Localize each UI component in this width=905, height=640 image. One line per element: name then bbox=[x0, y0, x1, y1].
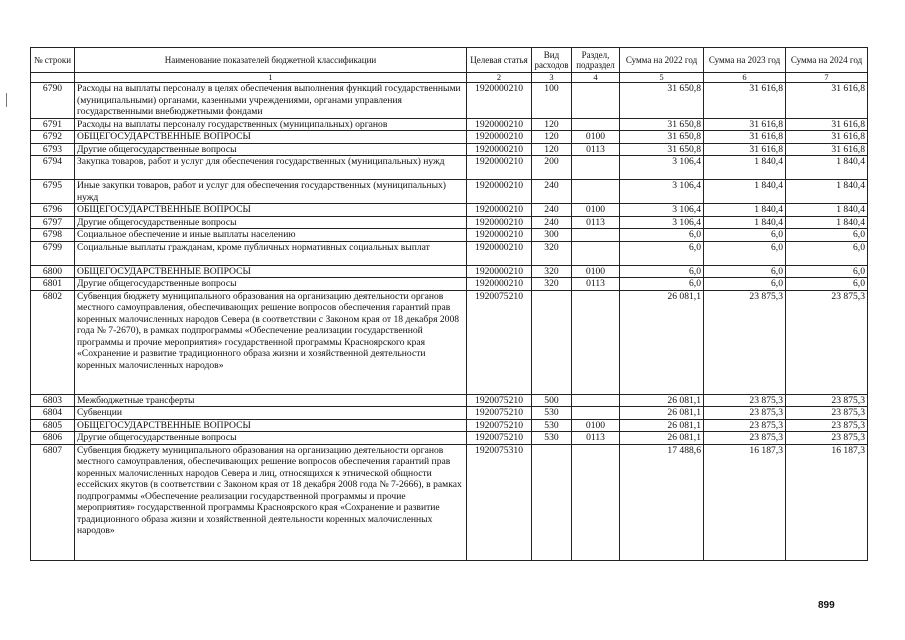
row-name: Другие общегосударственные вопросы bbox=[75, 216, 467, 229]
row-number: 6807 bbox=[31, 444, 75, 560]
row-number: 6792 bbox=[31, 131, 75, 144]
row-sum-2024: 1 840,4 bbox=[786, 204, 868, 217]
col-row-no: № строки bbox=[31, 48, 75, 73]
row-sum-2024: 16 187,3 bbox=[786, 444, 868, 560]
row-sum-2023: 1 840,4 bbox=[704, 216, 786, 229]
row-sum-2023: 6,0 bbox=[704, 229, 786, 242]
row-target: 1920075210 bbox=[467, 432, 532, 445]
row-name: ОБЩЕГОСУДАРСТВЕННЫЕ ВОПРОСЫ bbox=[75, 419, 467, 432]
row-sum-2023: 23 875,3 bbox=[704, 419, 786, 432]
index-cell: 5 bbox=[620, 73, 704, 83]
margin-mark bbox=[6, 93, 7, 107]
row-expense-type bbox=[532, 290, 572, 394]
row-target: 1920000210 bbox=[467, 131, 532, 144]
row-sum-2024: 23 875,3 bbox=[786, 290, 868, 394]
row-sum-2024: 23 875,3 bbox=[786, 394, 868, 407]
row-section: 0113 bbox=[572, 278, 620, 291]
row-sum-2023: 31 616,8 bbox=[704, 118, 786, 131]
budget-table bbox=[30, 47, 868, 561]
row-sum-2023: 23 875,3 bbox=[704, 290, 786, 394]
row-name: Другие общегосударственные вопросы bbox=[75, 432, 467, 445]
index-cell: 1 bbox=[75, 73, 467, 83]
row-sum-2023: 23 875,3 bbox=[704, 432, 786, 445]
row-sum-2022: 17 488,6 bbox=[620, 444, 704, 560]
row-sum-2023: 6,0 bbox=[704, 278, 786, 291]
row-name: Расходы на выплаты персоналу в целях обеспечения выполнения функций государственными (муниципальными) органами, казенными учреждениями, органами управления государственными внебюджетными фондами bbox=[75, 83, 467, 119]
row-section: 0100 bbox=[572, 204, 620, 217]
row-sum-2022: 6,0 bbox=[620, 278, 704, 291]
row-sum-2023: 23 875,3 bbox=[704, 407, 786, 420]
row-target: 1920000210 bbox=[467, 180, 532, 204]
row-sum-2024: 23 875,3 bbox=[786, 419, 868, 432]
row-name: Субвенция бюджету муниципального образования на организацию деятельности органов местного самоуправления, обеспечивающих решение вопросов обеспечения гарантий прав коренных малочисленных народов Севера и лиц, относящихся к этнической общности ессейских якутов (в соответствии с Законом края от 18 декабря 2008 года № 7-2666), в рамках подпрограммы «Обеспечение реализации государственной программы и прочие мероприятия» государственной программы Красноярского края «Сохранение и развитие традиционного образа жизни и хозяйственной деятельности коренных малочисленных народов» bbox=[75, 444, 467, 560]
row-target: 1920000210 bbox=[467, 278, 532, 291]
header-row bbox=[31, 48, 868, 73]
table-row bbox=[31, 265, 868, 278]
table-row bbox=[31, 143, 868, 156]
row-sum-2024: 31 616,8 bbox=[786, 118, 868, 131]
row-name: Закупка товаров, работ и услуг для обеспечения государственных (муниципальных) нужд bbox=[75, 156, 467, 180]
row-expense-type bbox=[532, 444, 572, 560]
row-target: 1920075210 bbox=[467, 407, 532, 420]
row-expense-type: 300 bbox=[532, 229, 572, 242]
row-number: 6803 bbox=[31, 394, 75, 407]
table-row bbox=[31, 278, 868, 291]
row-sum-2024: 6,0 bbox=[786, 278, 868, 291]
row-name: Социальные выплаты гражданам, кроме публичных нормативных социальных выплат bbox=[75, 241, 467, 265]
row-number: 6799 bbox=[31, 241, 75, 265]
table-row bbox=[31, 241, 868, 265]
row-expense-type: 200 bbox=[532, 156, 572, 180]
row-expense-type: 530 bbox=[532, 407, 572, 420]
row-sum-2022: 31 650,8 bbox=[620, 143, 704, 156]
row-target: 1920000210 bbox=[467, 204, 532, 217]
row-target: 1920075310 bbox=[467, 444, 532, 560]
col-sum-2024: Сумма на 2024 год bbox=[786, 48, 868, 73]
row-target: 1920075210 bbox=[467, 394, 532, 407]
row-section bbox=[572, 83, 620, 119]
row-target: 1920075210 bbox=[467, 419, 532, 432]
table-row bbox=[31, 290, 868, 394]
row-section: 0113 bbox=[572, 216, 620, 229]
row-sum-2024: 1 840,4 bbox=[786, 180, 868, 204]
row-name: ОБЩЕГОСУДАРСТВЕННЫЕ ВОПРОСЫ bbox=[75, 204, 467, 217]
row-number: 6795 bbox=[31, 180, 75, 204]
row-section: 0100 bbox=[572, 419, 620, 432]
row-target: 1920000210 bbox=[467, 216, 532, 229]
col-expense-type: Вид расходов bbox=[532, 48, 572, 73]
row-number: 6805 bbox=[31, 419, 75, 432]
row-expense-type: 500 bbox=[532, 394, 572, 407]
row-name: Расходы на выплаты персоналу государственных (муниципальных) органов bbox=[75, 118, 467, 131]
row-number: 6797 bbox=[31, 216, 75, 229]
row-expense-type: 120 bbox=[532, 131, 572, 144]
row-sum-2024: 31 616,8 bbox=[786, 83, 868, 119]
row-sum-2022: 31 650,8 bbox=[620, 118, 704, 131]
row-target: 1920000210 bbox=[467, 143, 532, 156]
row-sum-2024: 6,0 bbox=[786, 229, 868, 242]
row-section bbox=[572, 290, 620, 394]
row-sum-2023: 1 840,4 bbox=[704, 180, 786, 204]
table-row bbox=[31, 83, 868, 119]
table-row bbox=[31, 394, 868, 407]
row-expense-type: 530 bbox=[532, 432, 572, 445]
row-number: 6798 bbox=[31, 229, 75, 242]
row-target: 1920000210 bbox=[467, 265, 532, 278]
row-expense-type: 240 bbox=[532, 216, 572, 229]
row-target: 1920075210 bbox=[467, 290, 532, 394]
index-cell: 3 bbox=[532, 73, 572, 83]
row-expense-type: 320 bbox=[532, 265, 572, 278]
index-row bbox=[31, 73, 868, 83]
row-sum-2022: 26 081,1 bbox=[620, 432, 704, 445]
row-sum-2023: 1 840,4 bbox=[704, 204, 786, 217]
row-section: 0113 bbox=[572, 143, 620, 156]
row-section bbox=[572, 180, 620, 204]
row-sum-2022: 31 650,8 bbox=[620, 131, 704, 144]
row-expense-type: 240 bbox=[532, 204, 572, 217]
page-number: 899 bbox=[818, 600, 835, 611]
row-name: Другие общегосударственные вопросы bbox=[75, 278, 467, 291]
row-sum-2023: 31 616,8 bbox=[704, 143, 786, 156]
row-sum-2024: 23 875,3 bbox=[786, 407, 868, 420]
row-expense-type: 320 bbox=[532, 278, 572, 291]
row-section: 0113 bbox=[572, 432, 620, 445]
row-section: 0100 bbox=[572, 265, 620, 278]
row-section bbox=[572, 394, 620, 407]
row-section: 0100 bbox=[572, 131, 620, 144]
row-name: Субвенция бюджету муниципального образования на организацию деятельности органов местного самоуправления, обеспечивающих решение вопросов обеспечения гарантий прав коренных малочисленных народов Севера (в соответствии с Законом края от 18 декабря 2008 года № 7-2670), в рамках подпрограммы «Обеспечение реализации государственной программы и прочие мероприятия» государственной программы Красноярского края «Сохранение и развитие традиционного образа жизни и хозяйственной деятельности коренных малочисленных народов» bbox=[75, 290, 467, 394]
index-cell: 4 bbox=[572, 73, 620, 83]
table-row bbox=[31, 131, 868, 144]
row-name: Социальное обеспечение и иные выплаты населению bbox=[75, 229, 467, 242]
row-sum-2024: 31 616,8 bbox=[786, 143, 868, 156]
row-number: 6796 bbox=[31, 204, 75, 217]
row-sum-2023: 31 616,8 bbox=[704, 131, 786, 144]
index-cell: 2 bbox=[467, 73, 532, 83]
row-number: 6802 bbox=[31, 290, 75, 394]
row-number: 6806 bbox=[31, 432, 75, 445]
row-sum-2023: 16 187,3 bbox=[704, 444, 786, 560]
row-number: 6790 bbox=[31, 83, 75, 119]
row-target: 1920000210 bbox=[467, 83, 532, 119]
table-row bbox=[31, 444, 868, 560]
row-sum-2022: 3 106,4 bbox=[620, 204, 704, 217]
index-cell: 7 bbox=[786, 73, 868, 83]
row-number: 6801 bbox=[31, 278, 75, 291]
row-target: 1920000210 bbox=[467, 118, 532, 131]
row-sum-2022: 6,0 bbox=[620, 265, 704, 278]
row-sum-2022: 31 650,8 bbox=[620, 83, 704, 119]
row-name: ОБЩЕГОСУДАРСТВЕННЫЕ ВОПРОСЫ bbox=[75, 131, 467, 144]
col-sum-2022: Сумма на 2022 год bbox=[620, 48, 704, 73]
row-sum-2022: 3 106,4 bbox=[620, 156, 704, 180]
table-row bbox=[31, 229, 868, 242]
table-row bbox=[31, 216, 868, 229]
table-row bbox=[31, 419, 868, 432]
row-sum-2022: 26 081,1 bbox=[620, 419, 704, 432]
row-section bbox=[572, 118, 620, 131]
row-sum-2022: 3 106,4 bbox=[620, 216, 704, 229]
table-row bbox=[31, 180, 868, 204]
row-sum-2022: 3 106,4 bbox=[620, 180, 704, 204]
row-sum-2024: 1 840,4 bbox=[786, 216, 868, 229]
row-sum-2022: 26 081,1 bbox=[620, 394, 704, 407]
row-expense-type: 530 bbox=[532, 419, 572, 432]
row-number: 6791 bbox=[31, 118, 75, 131]
row-expense-type: 100 bbox=[532, 83, 572, 119]
row-target: 1920000210 bbox=[467, 241, 532, 265]
table-row bbox=[31, 118, 868, 131]
index-cell: 6 bbox=[704, 73, 786, 83]
row-target: 1920000210 bbox=[467, 229, 532, 242]
row-sum-2022: 26 081,1 bbox=[620, 290, 704, 394]
row-name: Субвенции bbox=[75, 407, 467, 420]
row-sum-2024: 6,0 bbox=[786, 265, 868, 278]
row-section bbox=[572, 229, 620, 242]
col-section: Раздел, подраздел bbox=[572, 48, 620, 73]
col-sum-2023: Сумма на 2023 год bbox=[704, 48, 786, 73]
row-name: Межбюджетные трансферты bbox=[75, 394, 467, 407]
index-cell bbox=[31, 73, 75, 83]
row-sum-2023: 23 875,3 bbox=[704, 394, 786, 407]
col-target: Целевая статья bbox=[467, 48, 532, 73]
row-section bbox=[572, 444, 620, 560]
row-number: 6800 bbox=[31, 265, 75, 278]
row-name: Иные закупки товаров, работ и услуг для обеспечения государственных (муниципальных) нужд bbox=[75, 180, 467, 204]
row-expense-type: 320 bbox=[532, 241, 572, 265]
row-sum-2024: 1 840,4 bbox=[786, 156, 868, 180]
row-section bbox=[572, 241, 620, 265]
table-row bbox=[31, 156, 868, 180]
row-name: Другие общегосударственные вопросы bbox=[75, 143, 467, 156]
row-sum-2024: 23 875,3 bbox=[786, 432, 868, 445]
table-row bbox=[31, 407, 868, 420]
row-sum-2024: 31 616,8 bbox=[786, 131, 868, 144]
row-section bbox=[572, 407, 620, 420]
table-row bbox=[31, 432, 868, 445]
row-target: 1920000210 bbox=[467, 156, 532, 180]
row-expense-type: 120 bbox=[532, 143, 572, 156]
row-section bbox=[572, 156, 620, 180]
row-number: 6794 bbox=[31, 156, 75, 180]
row-expense-type: 120 bbox=[532, 118, 572, 131]
col-name: Наименование показателей бюджетной классификации bbox=[75, 48, 467, 73]
row-number: 6804 bbox=[31, 407, 75, 420]
row-sum-2022: 6,0 bbox=[620, 241, 704, 265]
row-expense-type: 240 bbox=[532, 180, 572, 204]
row-sum-2023: 1 840,4 bbox=[704, 156, 786, 180]
row-sum-2022: 26 081,1 bbox=[620, 407, 704, 420]
row-sum-2023: 6,0 bbox=[704, 241, 786, 265]
row-sum-2023: 6,0 bbox=[704, 265, 786, 278]
row-sum-2022: 6,0 bbox=[620, 229, 704, 242]
table-row bbox=[31, 204, 868, 217]
row-number: 6793 bbox=[31, 143, 75, 156]
row-sum-2024: 6,0 bbox=[786, 241, 868, 265]
row-sum-2023: 31 616,8 bbox=[704, 83, 786, 119]
row-name: ОБЩЕГОСУДАРСТВЕННЫЕ ВОПРОСЫ bbox=[75, 265, 467, 278]
